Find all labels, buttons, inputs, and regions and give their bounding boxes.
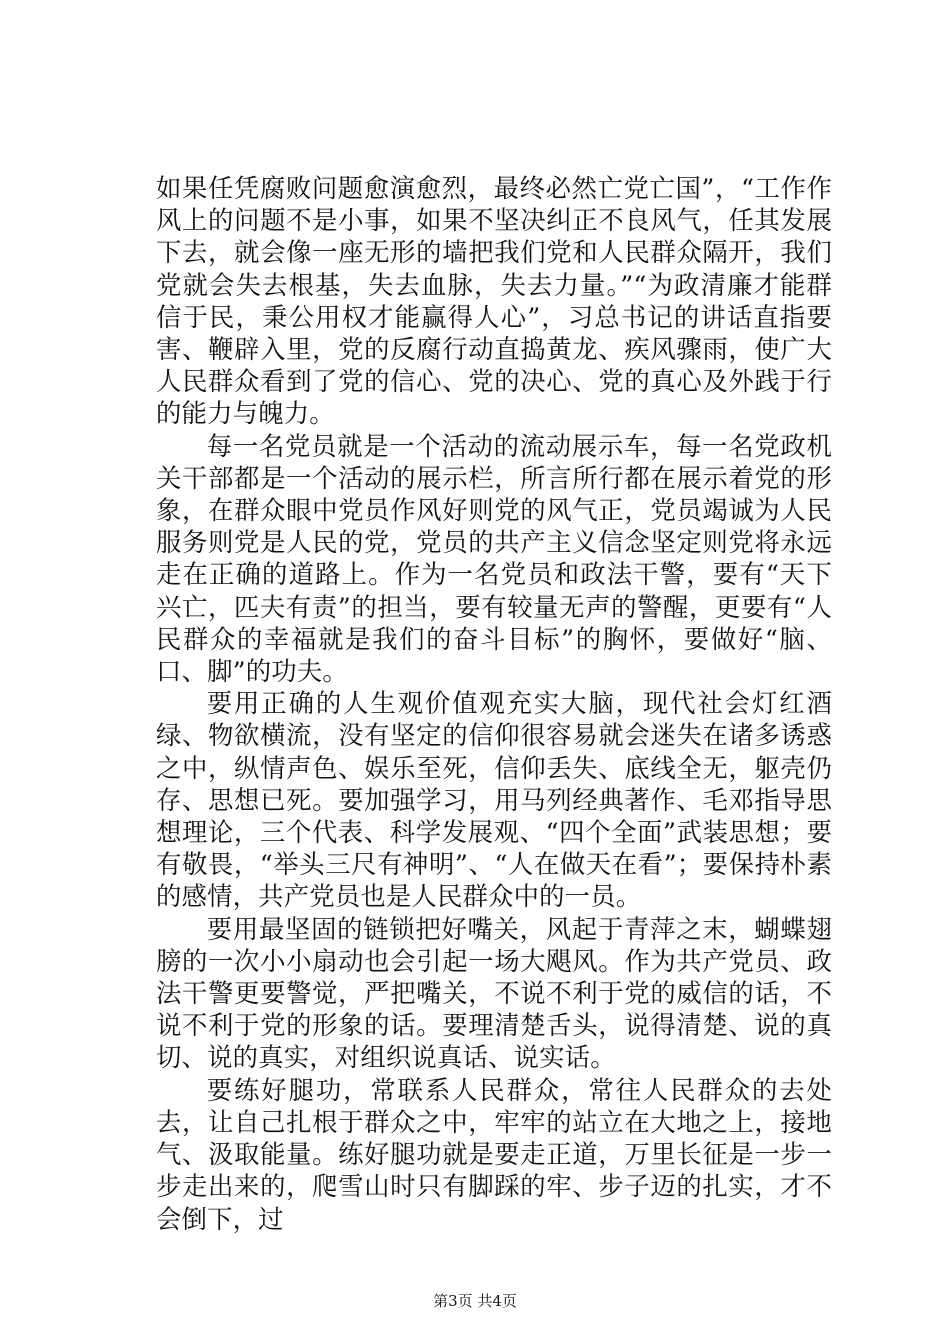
page-footer: 第3页 共4页: [433, 1292, 517, 1310]
paragraph-1: 如果任凭腐败问题愈演愈烈，最终必然亡党亡国”，“工作作风上的问题不是小事，如果不坚决纠正不良风气，任其发展下去，就会像一座无形的墙把我们党和人民群众隔开，我们党就会失去根基，失去血脉，失去力量。”“为政清廉才能群信于民，秉公用权才能赢得人心”，习总书记的讲话直指要害、鞭辟入里，党的反腐行动直捣黄龙、疾风骤雨，使广大人民群众看到了党的信心、党的决心、党的真心及外践于行的能力与魄力。: [156, 173, 832, 429]
paragraph-5: 要练好腿功，常联系人民群众，常往人民群众的去处去，让自己扎根于群众之中，牢牢的站立在大地之上，接地气、汲取能量。练好腿功就是要走正道，万里长征是一步一步走出来的，爬雪山时只有脚踩的牢、步子迈的扎实，才不会倒下，过: [156, 1074, 832, 1234]
paragraph-3: 要用正确的人生观价值观充实大脑，现代社会灯红酒绿、物欲横流，没有坚定的信仰很容易就会迷失在诸多诱惑之中，纵情声色、娱乐至死，信仰丢失、底线全无，躯壳仍存、思想已死。要加强学习，用马列经典著作、毛邓指导思想理论，三个代表、科学发展观、“四个全面”武装思想；要有敬畏，“举头三尺有神明”、“人在做天在看”；要保持朴素的感情，共产党员也是人民群众中的一员。: [156, 688, 832, 912]
document-body: [156, 172, 832, 1235]
paragraph-4: 要用最坚固的链锁把好嘴关，风起于青萍之末，蝴蝶翅膀的一次小小扇动也会引起一场大飓风。作为共产党员、政法干警更要警觉，严把嘴关，不说不利于党的威信的话，不说不利于党的形象的话。要理清楚舌头，说得清楚、说的真切、说的真实，对组织说真话、说实话。: [156, 913, 832, 1073]
paragraph-2: 每一名党员就是一个活动的流动展示车，每一名党政机关干部都是一个活动的展示栏，所言所行都在展示着党的形象，在群众眼中党员作风好则党的风气正，党员竭诚为人民服务则党是人民的党，党员的共产主义信念坚定则党将永远走在正确的道路上。作为一名党员和政法干警，要有“天下兴亡，匹夫有责”的担当，要有较量无声的警醒，更要有“人民群众的幸福就是我们的奋斗目标”的胸怀，要做好“脑、口、脚”的功夫。: [156, 430, 832, 687]
